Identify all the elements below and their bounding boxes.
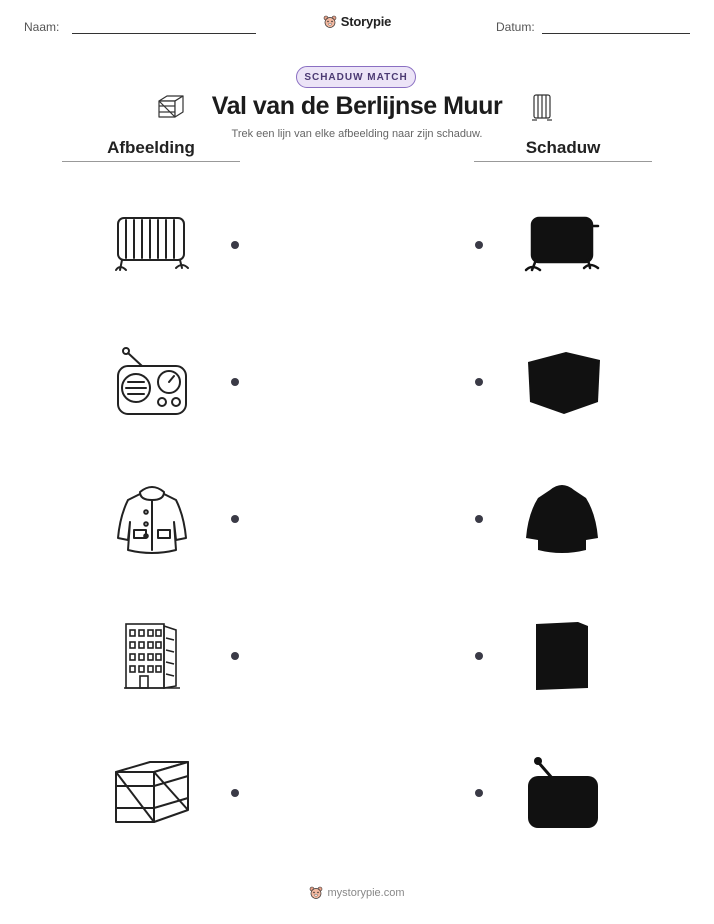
left-column-heading: Afbeelding [107, 138, 195, 157]
right-dot-4[interactable] [475, 652, 483, 660]
bear-icon [323, 15, 337, 29]
radio-shadow-icon [522, 756, 602, 830]
left-dot-5[interactable] [231, 789, 239, 797]
footer-url[interactable]: mystorypie.com [327, 887, 405, 899]
activity-badge: SCHADUW MATCH [296, 66, 416, 88]
apartment-building-icon [120, 618, 184, 692]
left-column-underline [62, 161, 240, 162]
left-dot-1[interactable] [231, 241, 239, 249]
left-dot-4[interactable] [231, 652, 239, 660]
building-shadow-icon [530, 618, 594, 692]
date-label: Datum: [496, 20, 535, 34]
brand-name: Storypie [340, 14, 392, 29]
left-dot-2[interactable] [231, 378, 239, 386]
name-label: Naam: [24, 20, 60, 34]
right-column-heading: Schaduw [525, 138, 601, 157]
barrier-decoration-icon [530, 92, 554, 122]
right-dot-5[interactable] [475, 789, 483, 797]
coat-icon [112, 482, 192, 556]
right-dot-3[interactable] [475, 515, 483, 523]
right-dot-2[interactable] [475, 378, 483, 386]
left-dot-3[interactable] [231, 515, 239, 523]
right-dot-1[interactable] [475, 241, 483, 249]
barrier-shadow-icon [522, 212, 602, 276]
instructions: Trek een lijn van elke afbeelding naar zijn schaduw. [231, 128, 483, 140]
crate-icon [112, 758, 192, 828]
date-line[interactable] [542, 33, 690, 34]
footer [0, 886, 714, 900]
radio-icon [112, 346, 192, 418]
page-title: Val van de Berlijnse Muur [211, 92, 503, 120]
right-column-underline [474, 161, 652, 162]
footer-bear-icon [309, 886, 323, 900]
coat-shadow-icon [522, 482, 602, 556]
box-shadow-icon [522, 346, 602, 418]
name-line[interactable] [72, 33, 256, 34]
barrier-icon [112, 212, 192, 276]
brand-logo [0, 14, 714, 29]
